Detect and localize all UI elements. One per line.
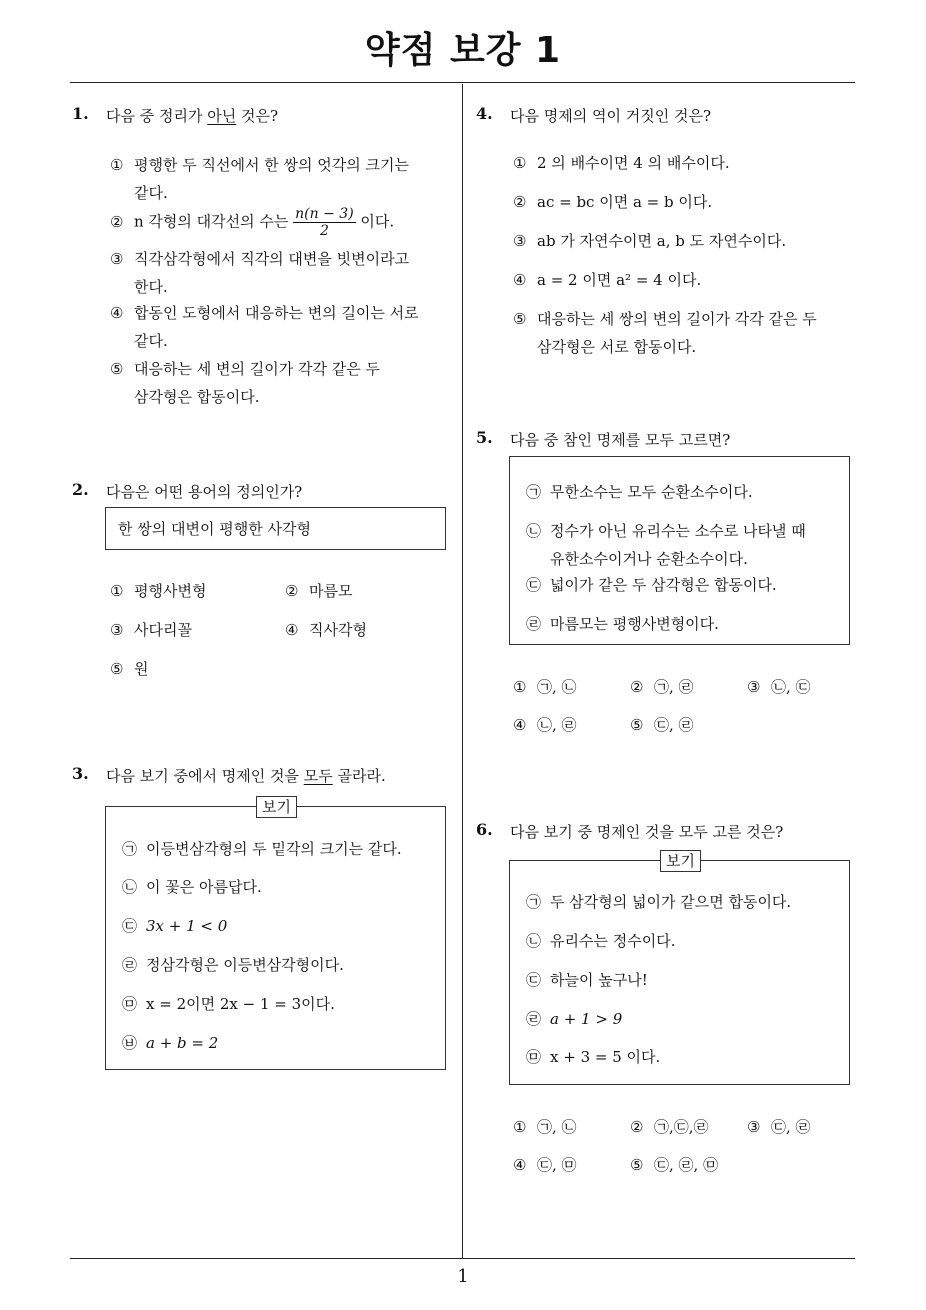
bogi-item-1: ㉠ 이등변삼각형의 두 밑각의 크기는 같다. — [122, 840, 402, 858]
definition-text: 한 쌍의 대변이 평행한 사각형 — [118, 520, 311, 538]
option-2[interactable]: ② ac = bc 이면 a = b 이다. — [513, 193, 713, 211]
statement-4: ㉣ 마름모는 평행사변형이다. — [526, 615, 719, 633]
bogi-item-6: ㉥ a + b = 2 — [122, 1034, 219, 1052]
question-number: 6. — [476, 820, 493, 839]
page-number: 1 — [457, 1266, 469, 1287]
question-number: 5. — [476, 428, 493, 447]
statement-1: ㉠ 무한소수는 모두 순환소수이다. — [526, 483, 753, 501]
option-3[interactable]: ③ ㉢, ㉣ — [747, 1118, 811, 1136]
option-5-cont: 삼각형은 합동이다. — [134, 388, 260, 406]
bogi-item-3: ㉢ 3x + 1 < 0 — [122, 917, 228, 935]
underlined-word: 아닌 — [207, 107, 237, 125]
option-5[interactable]: ⑤ 대응하는 세 변의 길이가 각각 같은 두 — [110, 360, 380, 378]
question-number: 2. — [72, 480, 89, 499]
underlined-word: 모두 — [303, 767, 333, 785]
bogi-item-2: ㉡ 이 꽃은 아름답다. — [122, 878, 262, 896]
question-text: 다음 보기 중에서 명제인 것을 모두 골라라. — [106, 767, 386, 785]
fraction: $\frac{n(n - 3)}{2}$ — [295, 206, 354, 239]
option-5[interactable]: ⑤ ㉢, ㉣ — [630, 716, 694, 734]
question-text: 다음 중 정리가 아닌 것은? — [106, 107, 279, 125]
bogi-item-3: ㉢ 하늘이 높구나! — [526, 971, 648, 989]
question-number: 3. — [72, 764, 89, 783]
option-2[interactable]: ② ㉠, ㉣ — [630, 678, 694, 696]
option-4-cont: 같다. — [134, 332, 168, 350]
option-4[interactable]: ④ ㉡, ㉣ — [513, 716, 577, 734]
option-2[interactable]: ② ㉠,㉢,㉣ — [630, 1118, 709, 1136]
option-3[interactable]: ③ ㉡, ㉢ — [747, 678, 811, 696]
question-number: 4. — [476, 104, 493, 123]
option-4[interactable]: ④ ㉢, ㉤ — [513, 1156, 577, 1174]
option-3[interactable]: ③ 직각삼각형에서 직각의 대변을 빗변이라고 — [110, 250, 410, 268]
option-1[interactable]: ① 평행한 두 직선에서 한 쌍의 엇각의 크기는 — [110, 156, 409, 174]
column-divider — [462, 84, 463, 1259]
bogi-label: 보기 — [256, 796, 297, 818]
statement-3: ㉢ 넓이가 같은 두 삼각형은 합동이다. — [526, 576, 777, 594]
question-text: 다음 중 참인 명제를 모두 고르면? — [510, 431, 731, 449]
question-text: 다음은 어떤 용어의 정의인가? — [106, 483, 303, 501]
question-text: 다음 명제의 역이 거짓인 것은? — [510, 107, 711, 125]
question-text: 다음 보기 중 명제인 것을 모두 고른 것은? — [510, 823, 784, 841]
top-rule — [70, 82, 855, 83]
option-2[interactable]: ② 마름모 — [285, 582, 353, 600]
option-3[interactable]: ③ 사다리꼴 — [110, 621, 192, 639]
option-2[interactable]: ② n 각형의 대각선의 수는 $\frac{n(n - 3)}{2}$ 이다. — [110, 206, 395, 239]
option-1[interactable]: ① ㉠, ㉡ — [513, 678, 577, 696]
bogi-label: 보기 — [660, 850, 701, 872]
question-number: 1. — [72, 104, 89, 123]
option-1-cont: 같다. — [134, 184, 168, 202]
option-1[interactable]: ① 평행사변형 — [110, 582, 207, 600]
statement-2-cont: 유한소수이거나 순환소수이다. — [550, 550, 748, 568]
definition-box — [105, 507, 446, 550]
option-3-cont: 한다. — [134, 278, 168, 296]
bogi-item-2: ㉡ 유리수는 정수이다. — [526, 932, 676, 950]
option-4[interactable]: ④ a = 2 이면 a² = 4 이다. — [513, 271, 702, 289]
bogi-item-5: ㉤ x = 2이면 2x − 1 = 3이다. — [122, 995, 335, 1013]
option-1[interactable]: ① ㉠, ㉡ — [513, 1118, 577, 1136]
bottom-rule — [70, 1258, 855, 1259]
bogi-item-4: ㉣ 정삼각형은 이등변삼각형이다. — [122, 956, 344, 974]
option-5[interactable]: ⑤ ㉢, ㉣, ㉤ — [630, 1156, 719, 1174]
page-title: 약점 보강 1 — [364, 30, 562, 71]
bogi-item-5: ㉤ x + 3 = 5 이다. — [526, 1048, 661, 1066]
bogi-item-1: ㉠ 두 삼각형의 넓이가 같으면 합동이다. — [526, 893, 792, 911]
option-1[interactable]: ① 2 의 배수이면 4 의 배수이다. — [513, 154, 730, 172]
option-4[interactable]: ④ 직사각형 — [285, 621, 367, 639]
option-4[interactable]: ④ 합동인 도형에서 대응하는 변의 길이는 서로 — [110, 304, 419, 322]
option-3[interactable]: ③ ab 가 자연수이면 a, b 도 자연수이다. — [513, 232, 787, 250]
statement-2: ㉡ 정수가 아닌 유리수는 소수로 나타낼 때 — [526, 522, 806, 540]
option-5[interactable]: ⑤ 대응하는 세 쌍의 변의 길이가 각각 같은 두 — [513, 310, 817, 328]
option-5[interactable]: ⑤ 원 — [110, 660, 149, 678]
option-5-cont: 삼각형은 서로 합동이다. — [537, 338, 697, 356]
bogi-item-4: ㉣ a + 1 > 9 — [526, 1010, 623, 1028]
